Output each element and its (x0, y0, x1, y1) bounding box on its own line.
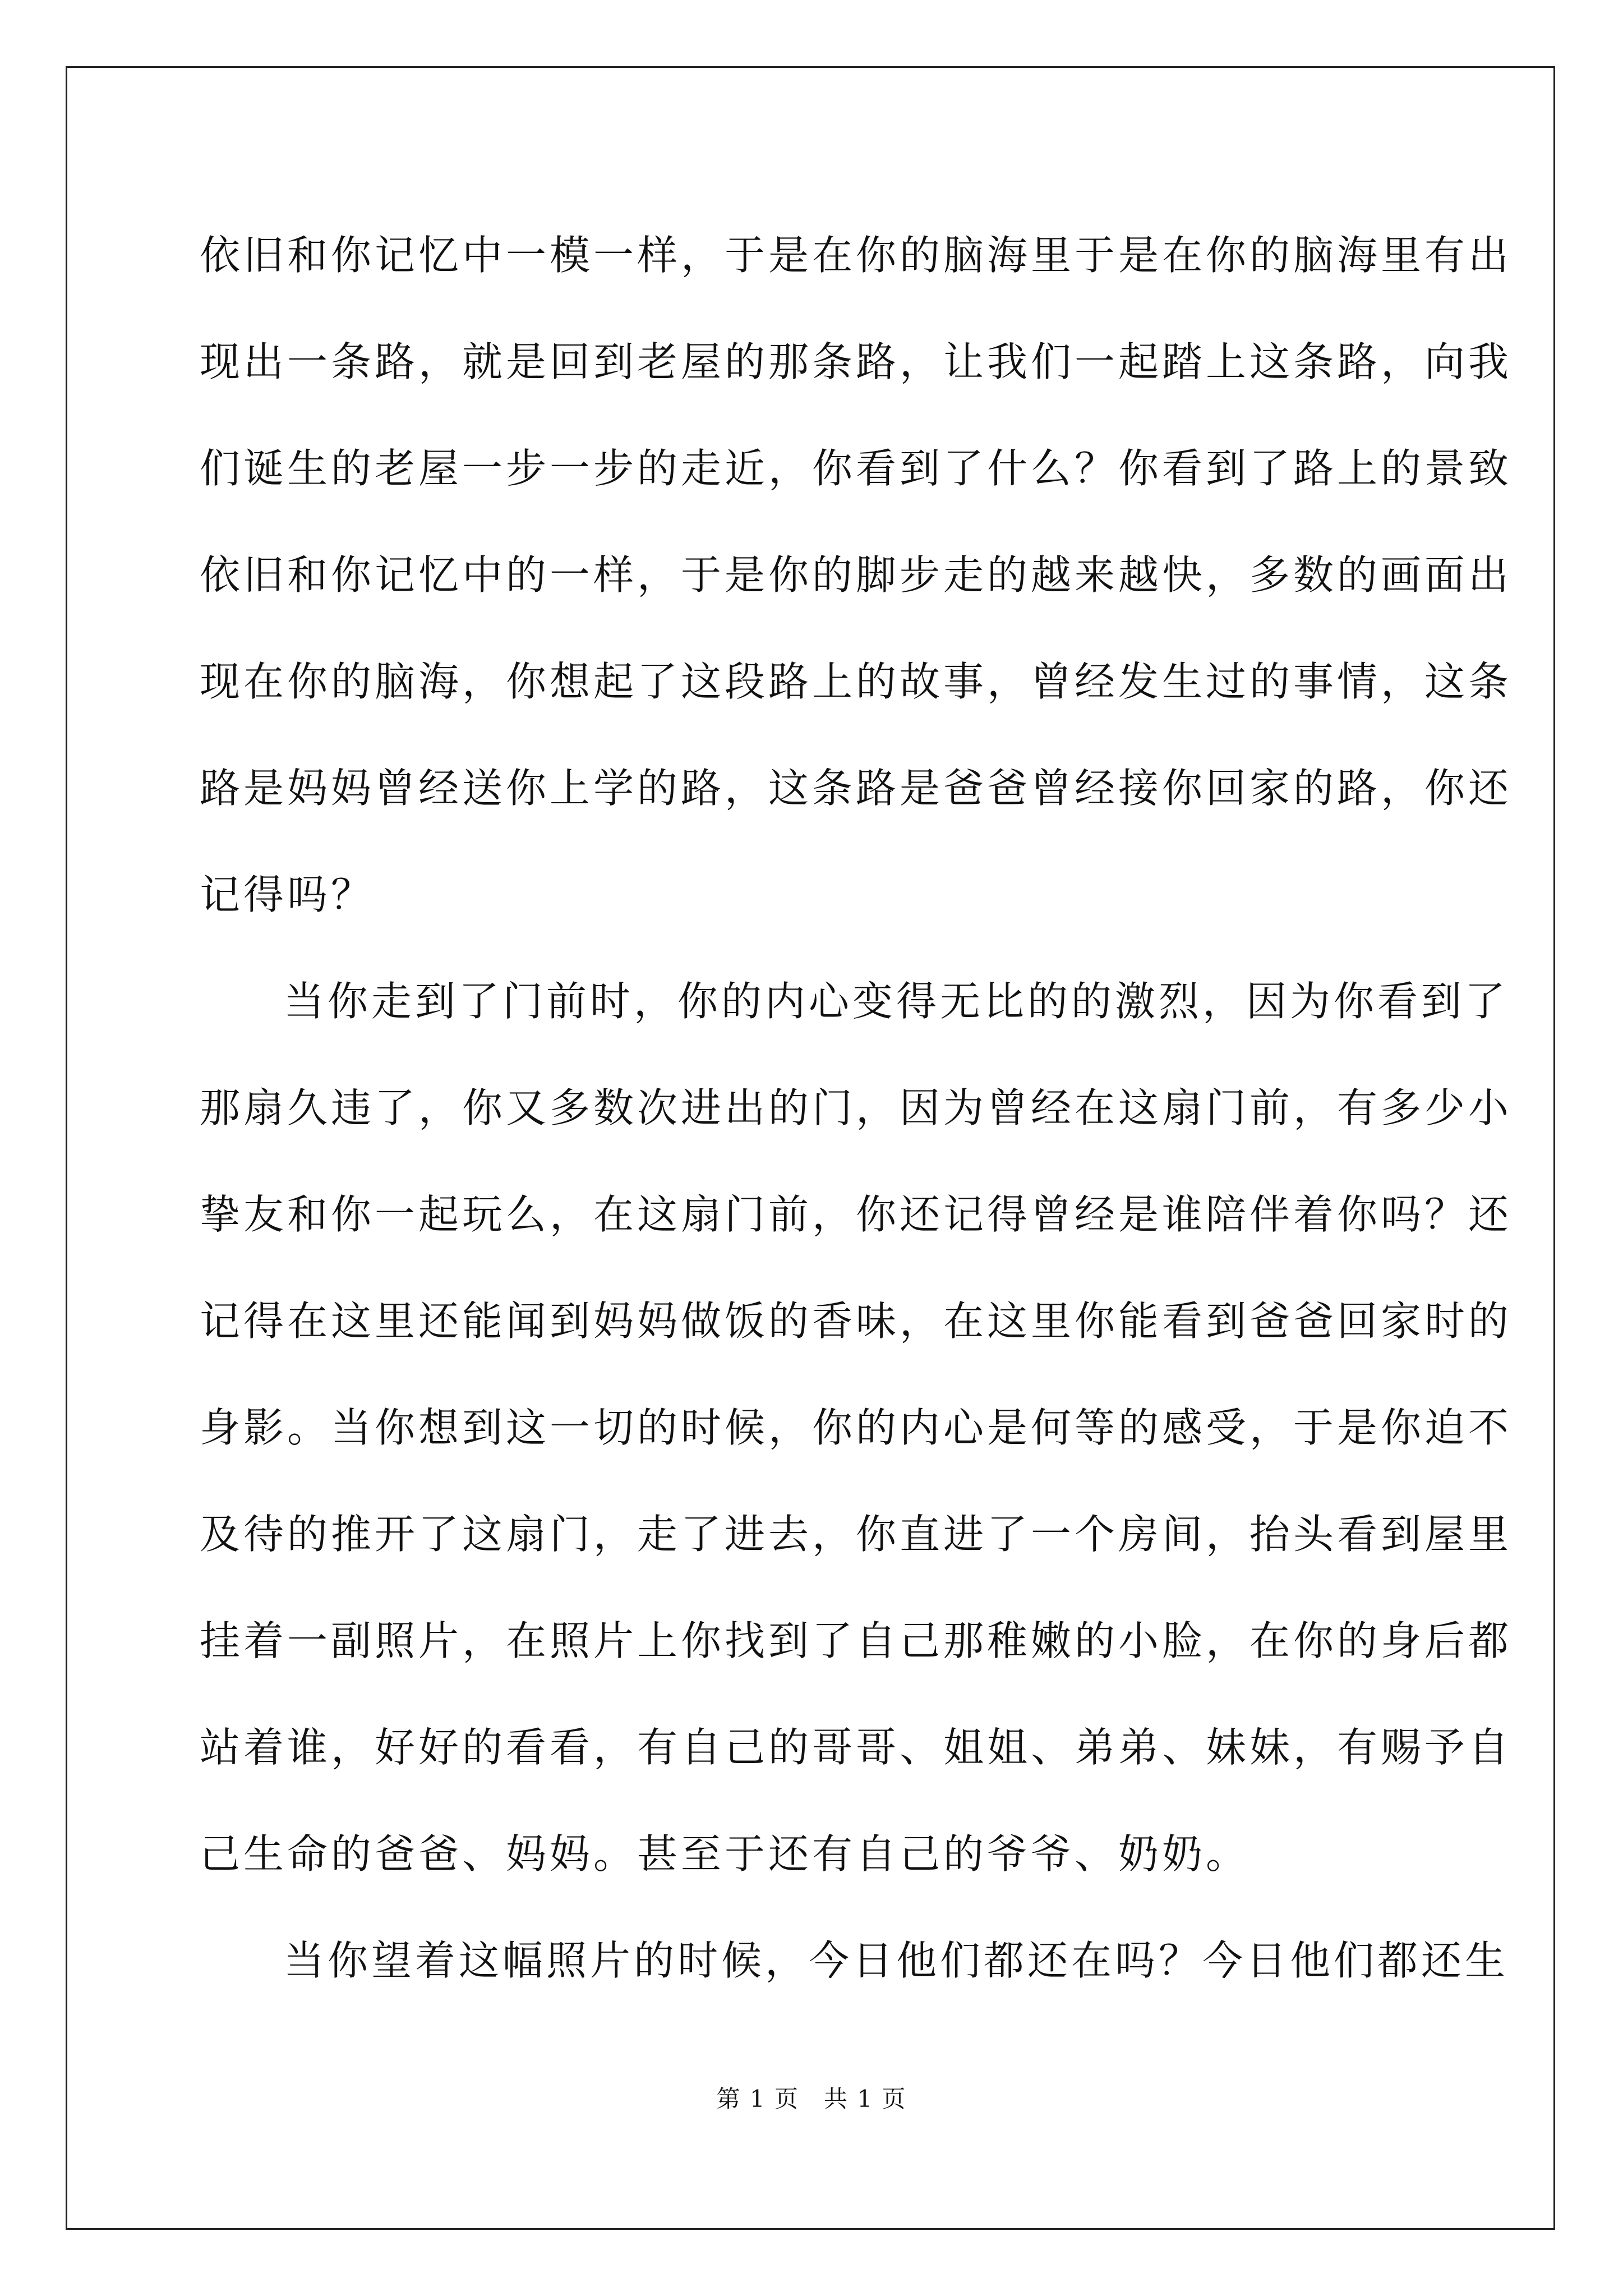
page-number-footer: 第 1 页 共 1 页 (716, 2085, 907, 2113)
text-line-15: 站着谁，好好的看看，有自己的哥哥、姐姐、弟弟、妹妹，有赐予自 (200, 1724, 1513, 1771)
text-line-3: 们诞生的老屋一步一步的走近，你看到了什么？你看到了路上的景致 (200, 445, 1513, 492)
text-line-14: 挂着一副照片，在照片上你找到了自己那稚嫩的小脸，在你的身后都 (200, 1617, 1513, 1664)
text-line-17: 当你望着这幅照片的时候，今日他们都还在吗？今日他们都还生 (284, 1937, 1509, 1984)
text-line-1: 依旧和你记忆中一模一样，于是在你的脑海里于是在你的脑海里有出 (200, 232, 1513, 279)
text-line-9: 那扇久违了，你又多数次进出的门，因为曾经在这扇门前，有多少小 (200, 1084, 1513, 1131)
text-line-8: 当你走到了门前时，你的内心变得无比的的激烈，因为你看到了 (284, 978, 1509, 1025)
text-line-6: 路是妈妈曾经送你上学的路，这条路是爸爸曾经接你回家的路，你还 (200, 765, 1513, 812)
text-line-11: 记得在这里还能闻到妈妈做饭的香味，在这里你能看到爸爸回家时的 (200, 1297, 1513, 1345)
text-line-16: 己生命的爸爸、妈妈。甚至于还有自己的爷爷、奶奶。 (200, 1830, 1250, 1878)
text-line-7: 记得吗？ (200, 871, 375, 918)
text-line-12: 身影。当你想到这一切的时候，你的内心是何等的感受，于是你迫不 (200, 1404, 1513, 1451)
text-line-13: 及待的推开了这扇门，走了进去，你直进了一个房间，抬头看到屋里 (200, 1511, 1513, 1558)
text-line-4: 依旧和你记忆中的一样，于是你的脚步走的越来越快，多数的画面出 (200, 551, 1513, 599)
text-line-5: 现在你的脑海，你想起了这段路上的故事，曾经发生过的事情，这条 (200, 658, 1513, 705)
text-line-10: 挚友和你一起玩么，在这扇门前，你还记得曾经是谁陪伴着你吗？还 (200, 1191, 1513, 1238)
text-line-2: 现出一条路，就是回到老屋的那条路，让我们一起踏上这条路，向我 (200, 338, 1513, 385)
